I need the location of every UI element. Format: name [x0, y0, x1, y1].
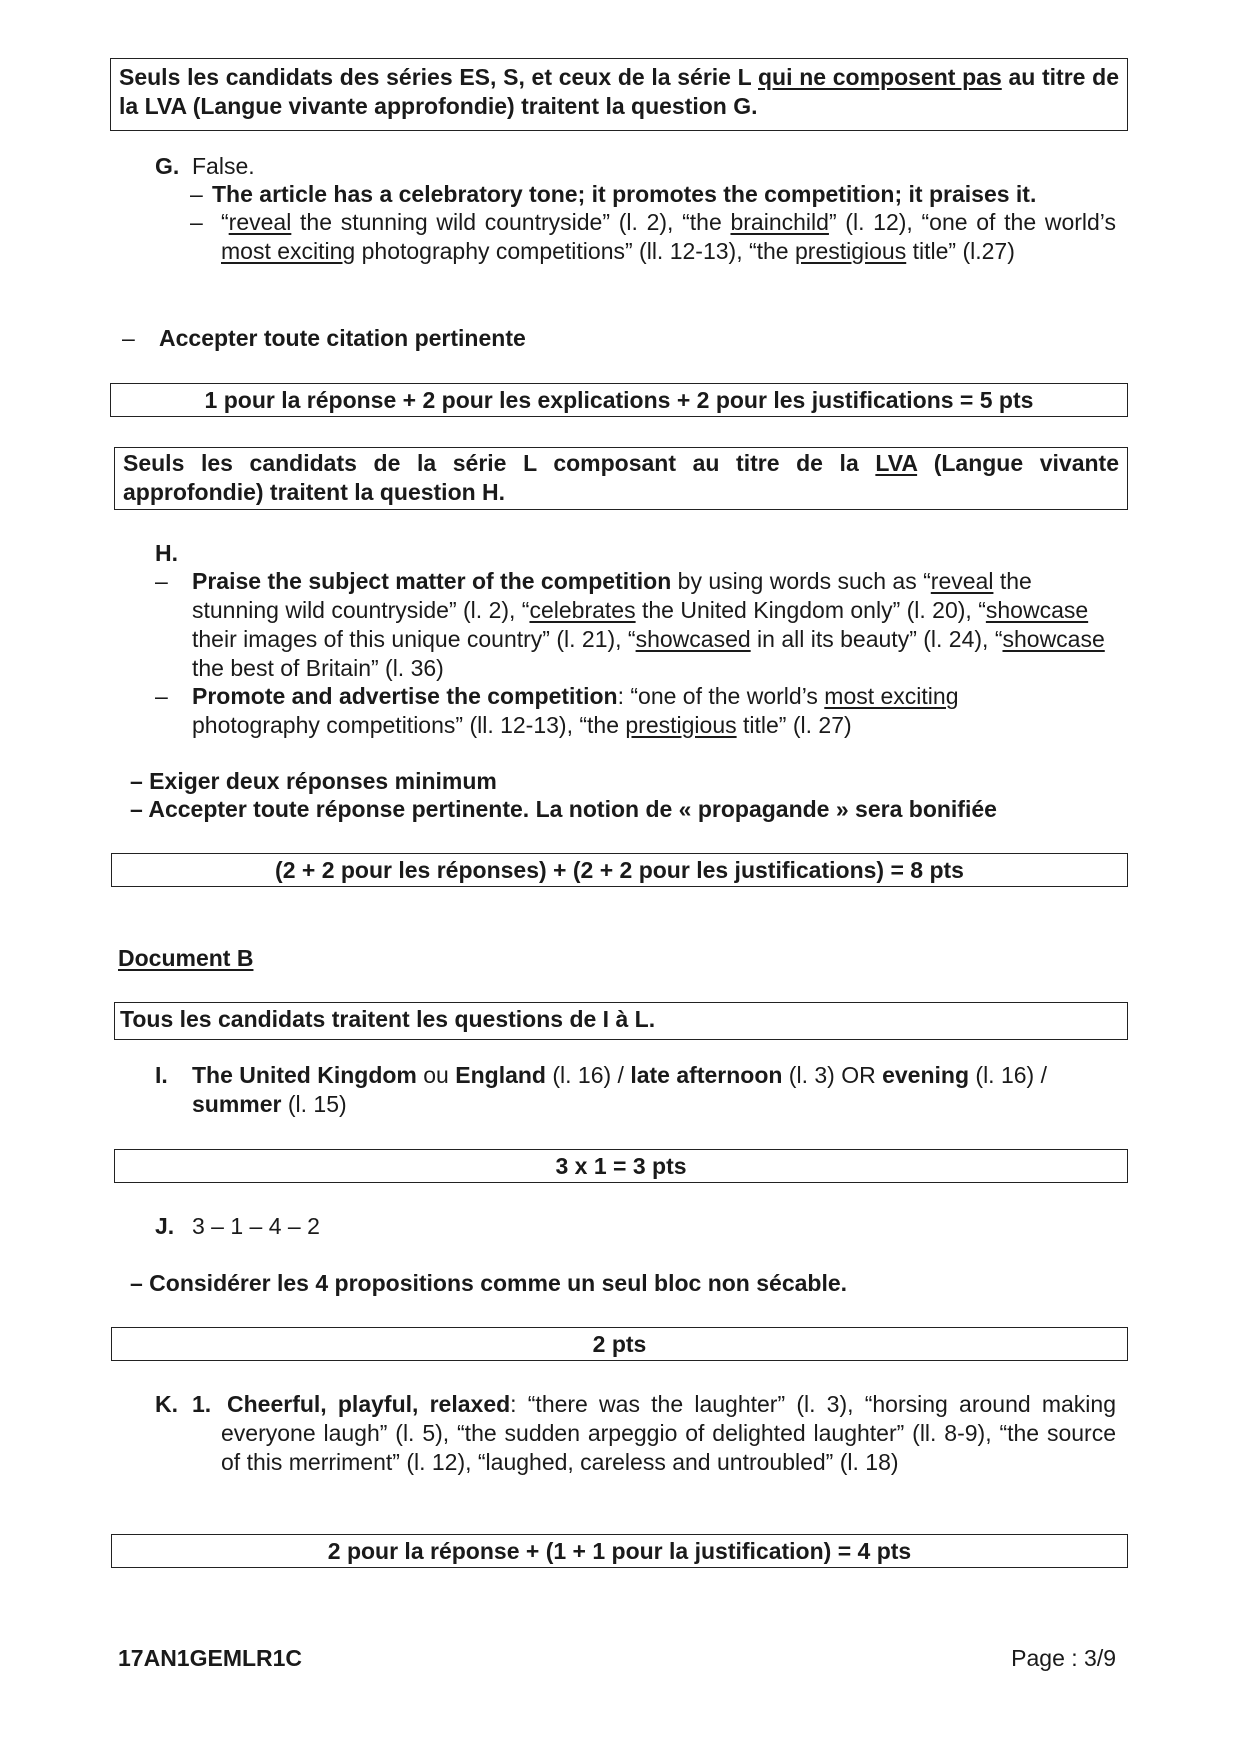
answer-h-item-2: Promote and advertise the competition: “one of the world’s most exciting photography competitions” (ll. 12-13), “the prestigious title” (l. 27) — [192, 683, 959, 738]
footer-page-number: Page : 3/9 — [1011, 1645, 1116, 1671]
dash: – — [155, 683, 168, 709]
dash: – — [190, 181, 203, 207]
instruction-box-g — [110, 58, 1128, 131]
question-label-h: H. — [155, 540, 178, 566]
instruction-text: Seuls les candidats des séries ES, S, et ceux de la série L — [119, 64, 758, 90]
note-g: Accepter toute citation pertinente — [159, 325, 526, 351]
answer-g: False. — [192, 153, 255, 179]
score-box-h: (2 + 2 pour les réponses) + (2 + 2 pour les justifications) = 8 pts — [111, 853, 1128, 887]
question-label-k: K. — [155, 1391, 178, 1417]
answer-g-explanation: The article has a celebratory tone; it promotes the competition; it praises it. — [212, 181, 1037, 207]
section-heading-document-b: Document B — [118, 945, 254, 971]
question-label-g: G. — [155, 153, 180, 179]
instruction-underlined: qui ne composent pas — [758, 64, 1002, 90]
score-box-i: 3 x 1 = 3 pts — [114, 1149, 1128, 1183]
answer-j: 3 – 1 – 4 – 2 — [192, 1213, 320, 1239]
note-j: – Considérer les 4 propositions comme un seul bloc non sécable. — [130, 1270, 848, 1296]
dash: – — [190, 209, 203, 235]
instruction-box-h: Seuls les candidats de la série L composant au titre de la LVA (Langue vivante approfondie) traitent la question H. — [114, 447, 1128, 510]
dash: – — [122, 325, 135, 351]
dash: – — [155, 568, 168, 594]
answer-g-quotes: “reveal the stunning wild countryside” (l. 2), “the brainchild” (l. 12), “one of the world’s most exciting photography competitions” (ll. 12-13), “the prestigious title” (l.27) — [221, 209, 1116, 264]
score-box-g: 1 pour la réponse + 2 pour les explications + 2 pour les justifications = 5 pts — [110, 383, 1128, 417]
answer-i: The United Kingdom ou England (l. 16) / late afternoon (l. 3) OR evening (l. 16) / summer (l. 15) — [192, 1062, 1047, 1117]
question-label-j: J. — [155, 1213, 175, 1239]
instruction-text: au titre de la LVA (Langue vivante approfondie) traitent la question G. — [119, 64, 1119, 119]
answer-k-number: 1. — [192, 1391, 212, 1417]
score-box-j: 2 pts — [111, 1327, 1128, 1361]
footer-document-code: 17AN1GEMLR1C — [118, 1645, 303, 1671]
answer-k-1: Cheerful, playful, relaxed: “there was the laughter” (l. 3), “horsing around making everyone laugh” (l. 5), “the sudden arpeggio of delighted laughter” (ll. 8-9), “the source of this merriment” (l. 12), “laughed, careless and untroubled” (l. 18) — [221, 1391, 1116, 1475]
note-h-2: – Accepter toute réponse pertinente. La notion de « propagande » sera bonifiée — [130, 796, 997, 822]
note-h-1: – Exiger deux réponses minimum — [130, 768, 497, 794]
question-label-i: I. — [155, 1062, 168, 1088]
score-box-k: 2 pour la réponse + (1 + 1 pour la justification) = 4 pts — [111, 1534, 1128, 1568]
instruction-box-i-l: Tous les candidats traitent les questions de I à L. — [114, 1002, 1128, 1040]
answer-h-item-1: Praise the subject matter of the competition by using words such as “reveal the stunning wild countryside” (l. 2), “celebrates the United Kingdom only” (l. 20), “showcase their images of this unique country” (l. 21), “showcased in all its beauty” (l. 24), “showcase the best of Britain” (l. 36) — [192, 568, 1105, 681]
